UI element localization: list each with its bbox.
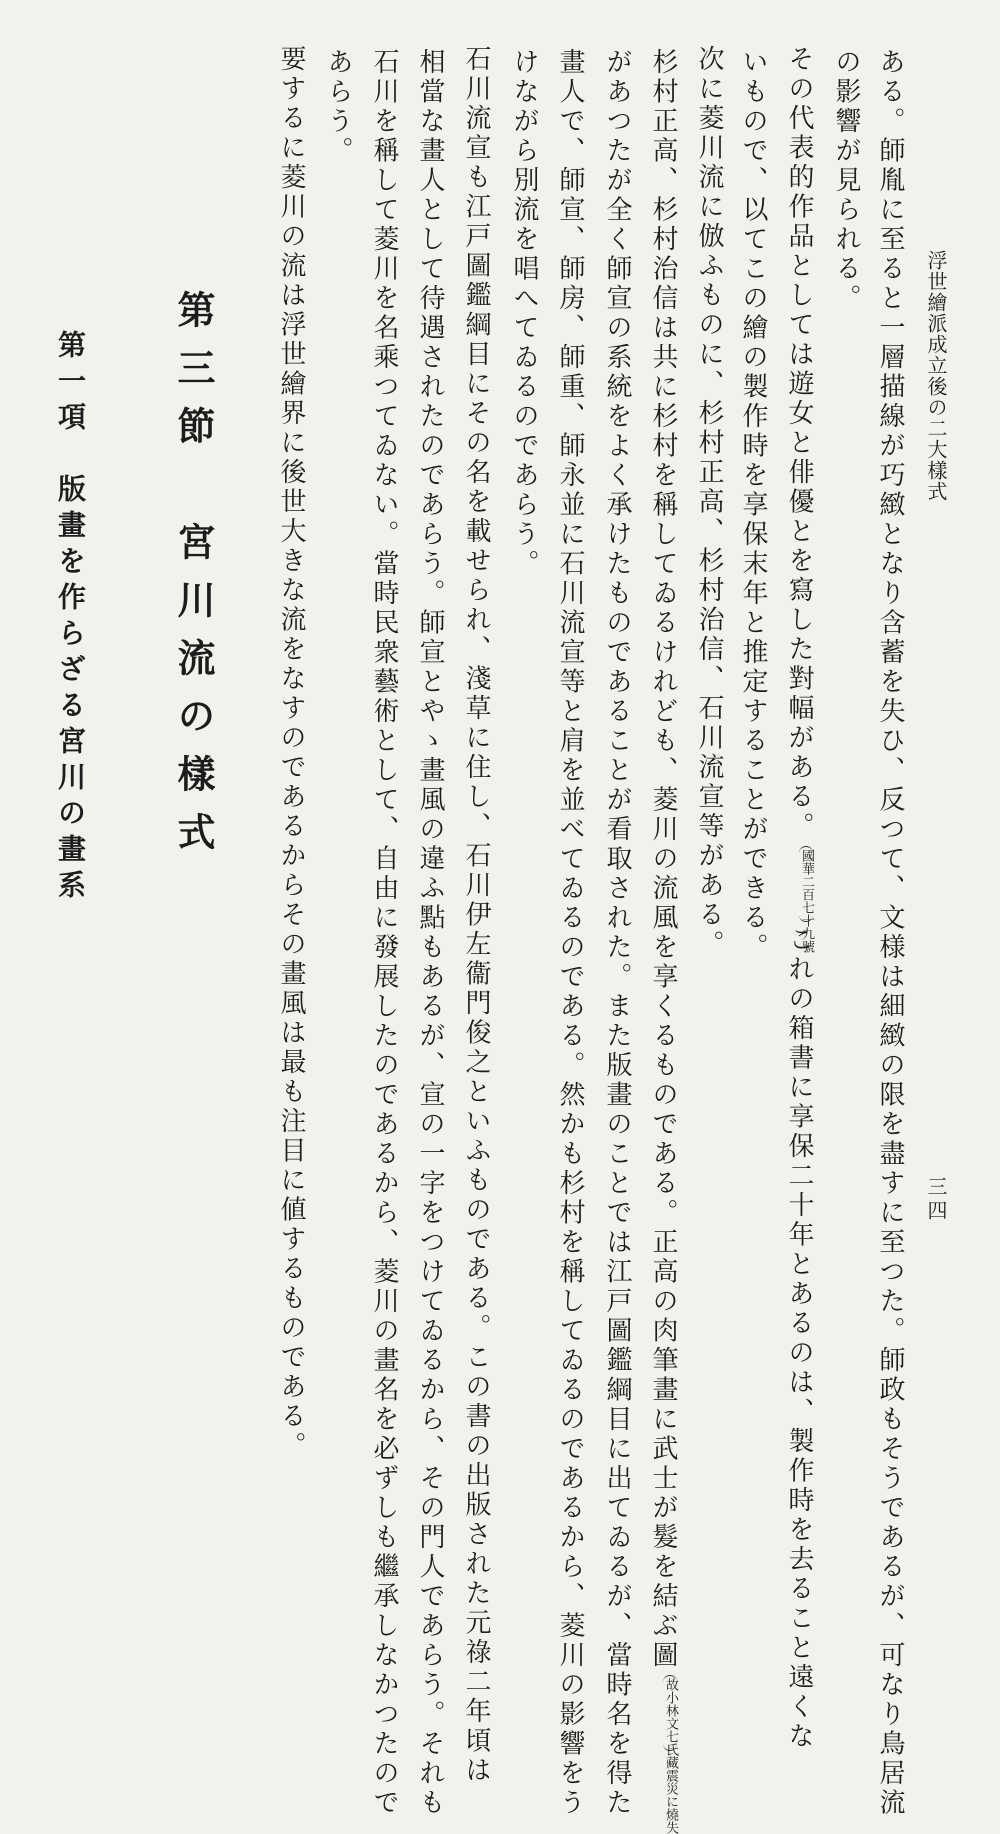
text-line: 畫人で、師宣、師房、師重、師永並に石川流宣等と肩を並べてゐるのである。然かも杉村を稱してゐるのであるから、菱川の影響をう [555,48,585,1818]
text-line: あらう。 [323,48,353,166]
text-line: いもので、以てこの繪の製作時を享保末年と推定することができる。 [738,48,768,963]
text-line: の影響が見られる。 [831,48,861,314]
citation-note: 國華二百七十九號 [799,846,813,922]
page-number: 三四 [924,1176,948,1224]
text-line: 石川を稱して菱川を名乘つてゐない。當時民衆藝術として、自由に發展したのであるから、菱川の畫名を必ずしも繼承しなかつたので [369,48,399,1818]
text-line: 相當な畫人として待遇されたのであらう。師宣とやゝ畫風の違ふ點もあるが、宣の一字をつけてゐるから、その門人であらう。それも [415,48,445,1818]
text-line: があつたが全く師宣の系統をよく承けたものであることが看取された。また版畫のことでは江戸圖鑑綱目に出てゐるが、當時名を得た [602,48,632,1818]
text-line: 要するに菱川の流は浮世繪界に後世大きな流をなすのであるからその畫風は最も注目に値するものである。 [276,45,306,1461]
text-line: けながら別流を唱へてゐるのであらう。 [509,48,539,579]
text-line: ある。師胤に至ると一層描線が巧緻となり含蓄を失ひ、反つて、文様は細緻の限を盡すに至つた。師政もそうであるが、可なり鳥居流 [875,48,905,1818]
citation-note: 故小林文七氏藏震災に燒失 [663,1675,677,1751]
running-header: 浮世繪派成立後の二大樣式 [924,250,948,502]
text-line: 次に菱川流に倣ふものに、杉村正高、杉村治信、石川流宣等がある。 [694,45,724,960]
text-line: 石川流宣も江戸圖鑑綱目にその名を載せられ、淺草に住し、石川伊左衞門俊之といふものである。この書の出版された元祿二年頃は [461,45,491,1786]
section-heading: 第三節 宮川流の樣式 [171,290,216,870]
subsection-heading: 第一項 版畫を作らざる宮川の畫系 [54,330,87,906]
text-line: その代表的作品としては遊女と俳優とを寫した對幅がある。國華二百七十九號これの箱書に享保二十年とあるのは、製作時を去ること遠くな [784,45,814,1752]
text-line: 杉村正高、杉村治信は共に杉村を稱してゐるけれども、菱川の流風を享くるものである。正高の肉筆畫に武士が髮を結ぶ圖故小林文七氏藏震災に燒失 [648,48,678,1834]
